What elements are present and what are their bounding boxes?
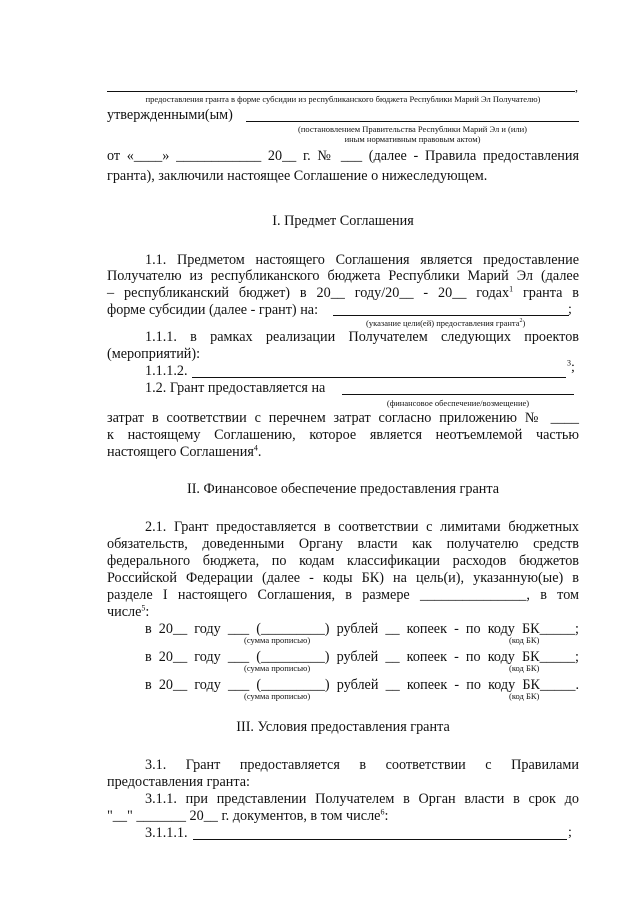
p1112-number: 1.1.1.2. bbox=[145, 363, 188, 379]
p12-caption: (финансовое обеспечение/возмещение) bbox=[386, 398, 530, 408]
p1112-end bbox=[567, 358, 575, 375]
p12-fill-line bbox=[342, 394, 574, 395]
p21-line-2: обязательств, доведенными Органу власти как получателю средств bbox=[107, 536, 579, 552]
amount-row-2-caption-code: (код БК) bbox=[509, 663, 540, 673]
p1-line-4 bbox=[107, 300, 579, 320]
approved-fill-line bbox=[246, 121, 579, 122]
p3111-semicolon: ; bbox=[568, 825, 572, 840]
p1-line-3b: гранта в bbox=[513, 285, 580, 301]
p1-semicolon: ; bbox=[568, 302, 572, 317]
p3111-fill-line bbox=[193, 839, 567, 840]
p1-line-3a: – республиканский бюджет) в 20__ году/20__ - 20__ годах bbox=[107, 285, 510, 301]
footnote-5: 5 bbox=[141, 603, 146, 613]
p311-line-1: 3.1.1. при представлении Получателем в Орган власти в срок до bbox=[145, 791, 579, 807]
p1112-semicolon: ; bbox=[571, 360, 575, 375]
p31-line-2: предоставления гранта: bbox=[107, 774, 250, 790]
p1-line-1: 1.1. Предметом настоящего Соглашения является предоставление bbox=[145, 252, 579, 268]
p111-line-2: (мероприятий): bbox=[107, 346, 201, 362]
section-2-title: II. Финансовое обеспечение предоставления гранта bbox=[186, 481, 500, 497]
p12-line-2: затрат в соответствии с перечнем затрат согласно приложению № ____ bbox=[107, 410, 579, 426]
p1-fill-line bbox=[333, 315, 569, 316]
footnote-2: 2 bbox=[519, 318, 523, 325]
caption-approved-1: (постановлением Правительства Республики Марий Эл и (или) bbox=[297, 124, 528, 134]
p21-line-4: Российской Федерации (далее - коды БК) на цель(и), указанную(ые) в bbox=[107, 570, 579, 586]
p21-line-5: разделе I настоящего Соглашения, в размере _______________, в том bbox=[107, 587, 579, 603]
section-3-title: III. Условия предоставления гранта bbox=[236, 719, 450, 735]
header-line-4: гранта), заключили настоящее Соглашение о нижеследующем. bbox=[107, 168, 488, 184]
p12-line-3: к настоящему Соглашению, которое является неотъемлемой частью bbox=[107, 427, 579, 443]
caption-approved-2: иным нормативным правовым актом) bbox=[344, 134, 481, 144]
approved-label: утвержденными(ым) bbox=[107, 107, 233, 123]
p12-line-4-end: . bbox=[257, 444, 262, 460]
p311-line-2-end: : bbox=[384, 808, 389, 824]
p1-line-4-text: форме субсидии (далее - грант) на: bbox=[107, 302, 319, 318]
amount-row-1-caption-code: (код БК) bbox=[509, 635, 540, 645]
p21-line-1: 2.1. Грант предоставляется в соответствии с лимитами бюджетных bbox=[145, 519, 579, 535]
p12-line-4-text: настоящего Соглашения bbox=[107, 444, 254, 460]
footnote-4: 4 bbox=[253, 443, 258, 453]
approved-line bbox=[107, 105, 579, 125]
amount-row-3: в 20__ году ___ (_________) рублей __ копеек - по коду БК_____. bbox=[145, 677, 579, 693]
p21-line-6-end: : bbox=[145, 604, 150, 620]
p21-line-6-text: числе bbox=[107, 604, 142, 620]
p21-line-3: федерального бюджета, по кодам классификации расходов бюджетов bbox=[107, 553, 579, 569]
caption-recipient: предоставления гранта в форме субсидии из республиканского бюджета Республики Марий Эл Получателю) bbox=[145, 94, 541, 104]
footnote-1: 1 bbox=[509, 284, 514, 294]
footnote-3: 3 bbox=[567, 358, 571, 368]
footnote-6: 6 bbox=[380, 807, 385, 817]
p31-line-1: 3.1. Грант предоставляется в соответствии с Правилами bbox=[145, 757, 579, 773]
amount-row-3-caption-code: (код БК) bbox=[509, 691, 540, 701]
p12-text: 1.2. Грант предоставляется на bbox=[145, 380, 326, 396]
p111-line-1: 1.1.1. в рамках реализации Получателем следующих проектов bbox=[145, 329, 579, 345]
amount-row-3-caption-sum: (сумма прописью) bbox=[244, 691, 311, 701]
comma: , bbox=[575, 80, 578, 94]
p1-caption-text: (указание цели(ей) предоставления гранта bbox=[366, 318, 520, 328]
p12-line-4 bbox=[107, 442, 579, 462]
amount-row-1: в 20__ году ___ (_________) рублей __ копеек - по коду БК_____; bbox=[145, 621, 579, 637]
amount-row-2-caption-sum: (сумма прописью) bbox=[244, 663, 311, 673]
p3111-number: 3.1.1.1. bbox=[145, 825, 188, 841]
top-fill-line bbox=[107, 91, 575, 92]
section-1-title: I. Предмет Соглашения bbox=[272, 213, 414, 229]
p1-line-2: Получателю из республиканского бюджета Республики Марий Эл (далее bbox=[107, 268, 579, 284]
header-line-3: от «____» ____________ 20__ г. № ___ (далее - Правила предоставления bbox=[107, 148, 579, 164]
p1-caption-end: ) bbox=[522, 318, 526, 328]
amount-row-2: в 20__ году ___ (_________) рублей __ копеек - по коду БК_____; bbox=[145, 649, 579, 665]
p12-line-1 bbox=[145, 378, 579, 398]
p3111-line bbox=[145, 823, 579, 843]
amount-row-1-caption-sum: (сумма прописью) bbox=[244, 635, 311, 645]
p311-line-2-text: "__" _______ 20__ г. документов, в том числе bbox=[107, 808, 381, 824]
